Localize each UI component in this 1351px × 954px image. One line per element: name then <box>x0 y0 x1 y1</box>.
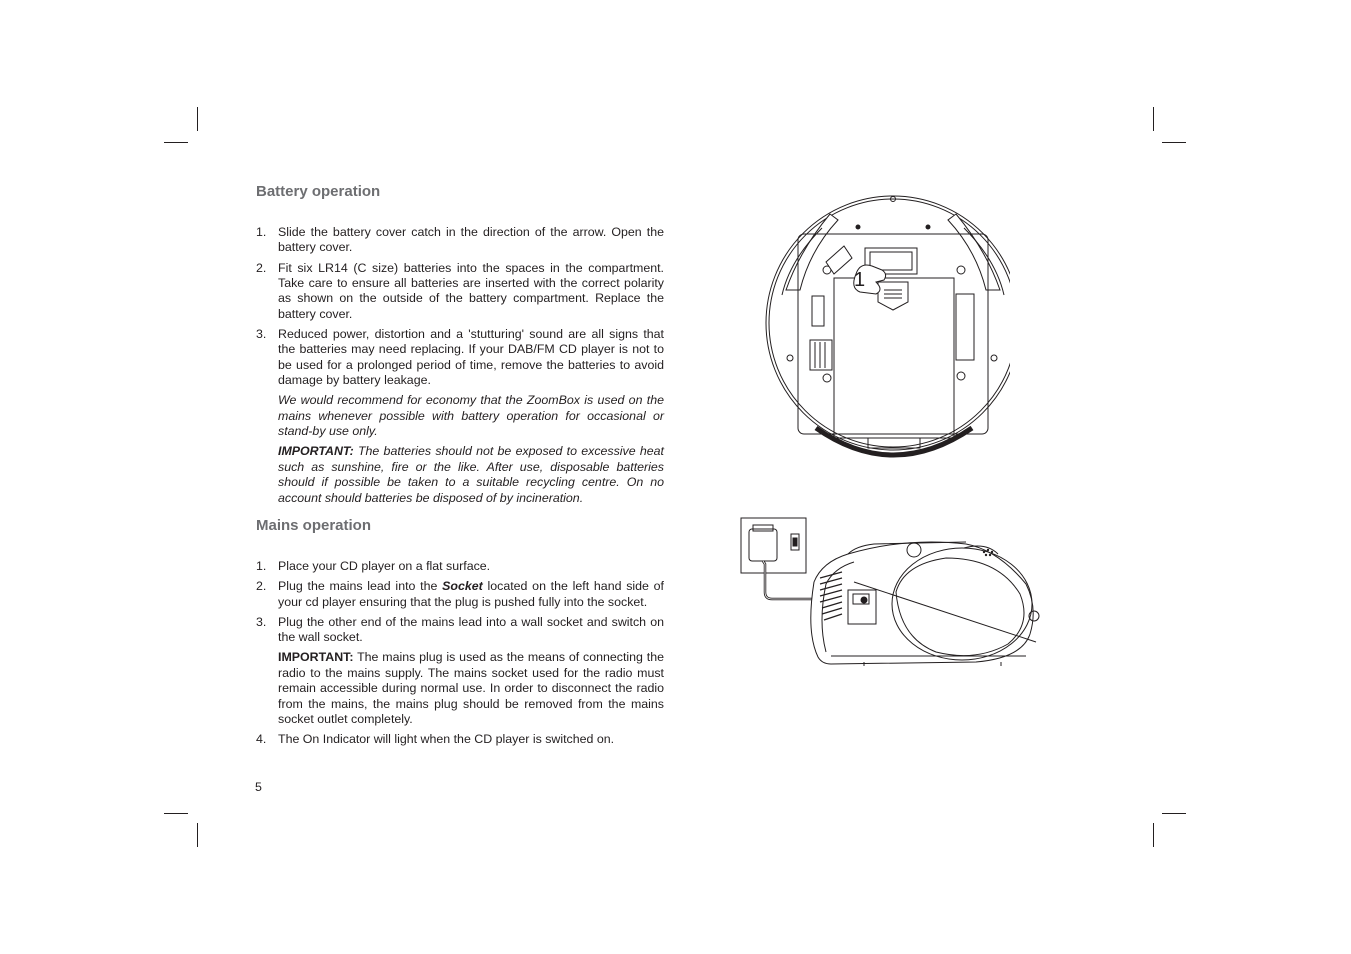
crop-mark <box>1153 107 1154 131</box>
crop-mark <box>1162 813 1186 814</box>
list-item: 4. The On Indicator will light when the CD player is switched on. <box>256 732 615 747</box>
list-item: 2. Plug the mains lead into the Socket located on the left hand side of your cd player ensuring that the plug is pushed fully into the socket. <box>256 579 665 609</box>
crop-mark <box>197 823 198 847</box>
mains-important-note: IMPORTANT: The mains plug is used as the means of connecting the radio to the mains supply. The mains socket used for the radio must remain accessible during normal use. In order to disconnect the radio from the mains, the mains plug should be removed from the mains socket outlet completely. <box>278 650 664 727</box>
battery-important-note: IMPORTANT: The batteries should not be exposed to excessive heat such as sunshine, fire or the like. After use, disposable batteries should if possible be taken to a suitable recycling centre. On no account should batteries be disposed of by incineration. <box>278 444 664 505</box>
list-item: 2. Fit six LR14 (C size) batteries into the spaces in the compartment. Take care to ensure all batteries are inserted with the correct polarity as shown on the outside of the battery compartment. Replace the battery cover. <box>256 260 664 321</box>
page-number: 5 <box>255 780 262 794</box>
list-item: 1. Slide the battery cover catch in the direction of the arrow. Open the battery cover. <box>256 225 664 255</box>
battery-heading: Battery operation <box>256 183 381 200</box>
crop-mark <box>1162 142 1186 143</box>
list-item: 3. Reduced power, distortion and a 'stutturing' sound are all signs that the batteries may need replacing. If your DAB/FM CD player is not to be used for a prolonged period of time, remove the batteries to avoid damage by battery leakage. <box>256 327 664 388</box>
battery-compartment-illustration <box>760 190 1010 462</box>
crop-mark <box>197 107 198 131</box>
battery-steps <box>256 225 664 511</box>
list-item: 1. Place your CD player on a flat surface. <box>256 559 491 573</box>
crop-mark <box>1153 823 1154 847</box>
step-callout: 1 <box>854 269 866 291</box>
economy-note: We would recommend for economy that the ZoomBox is used on the mains whenever possible with battery operation for occasional or stand-by use only. <box>278 393 664 439</box>
mains-steps <box>256 559 664 752</box>
crop-mark <box>164 142 188 143</box>
crop-mark <box>164 813 188 814</box>
mains-connection-illustration <box>736 512 1048 672</box>
mains-heading: Mains operation <box>256 517 372 534</box>
list-item: 3. Plug the other end of the mains lead into a wall socket and switch on the wall socket. <box>256 614 664 645</box>
